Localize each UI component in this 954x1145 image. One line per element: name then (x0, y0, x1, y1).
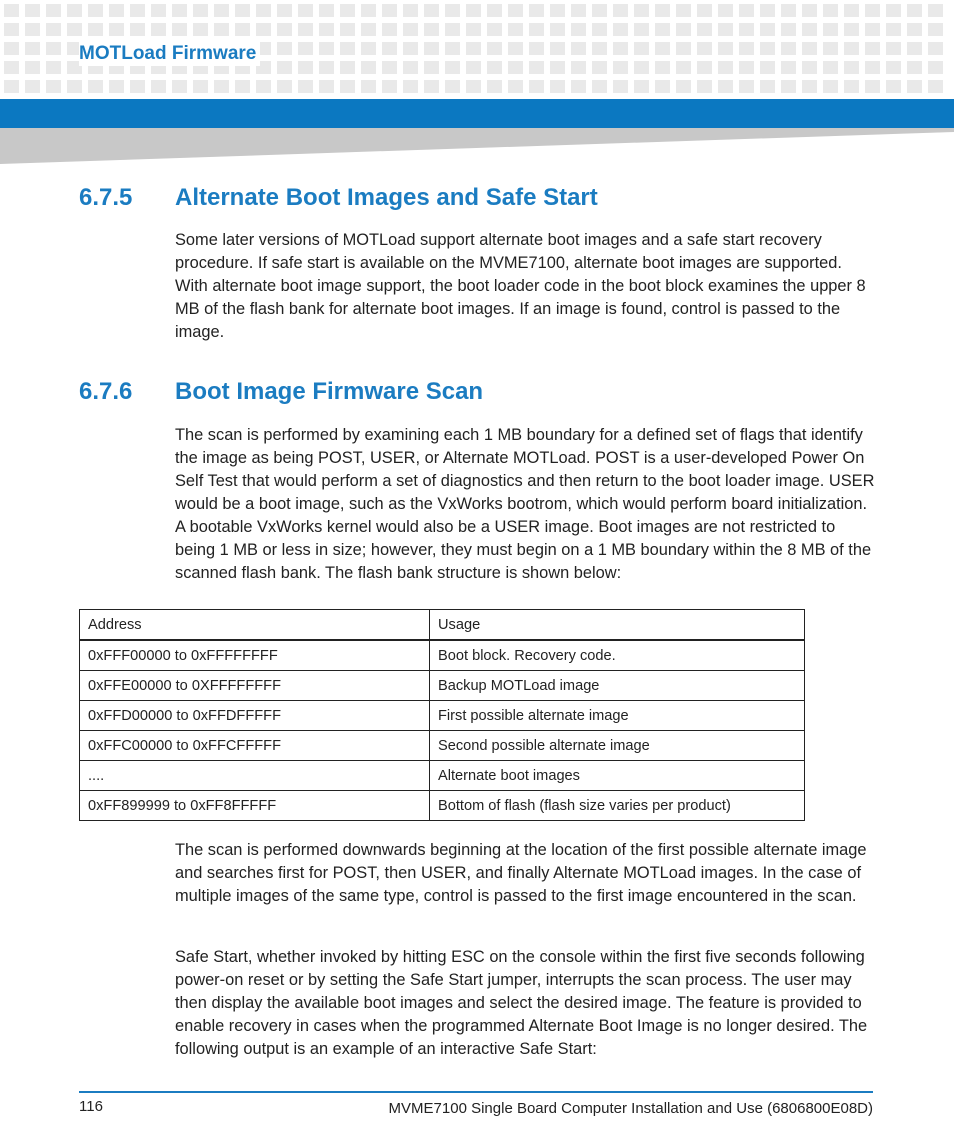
header-pattern-cell (571, 23, 586, 36)
header-pattern-cell (823, 61, 838, 74)
header-pattern-cell (67, 80, 82, 93)
column-header-usage: Usage (430, 610, 805, 641)
header-pattern-cell (4, 61, 19, 74)
header-pattern-cell (403, 42, 418, 55)
header-pattern-cell (760, 61, 775, 74)
header-pattern-cell (235, 80, 250, 93)
section-6-7-5-paragraph: Some later versions of MOTLoad support alternate boot images and a safe start recovery procedure. If safe start is available on the MVME7100, alternate boot images are supported. With alternate boot image support, the boot loader code in the boot block examines the upper 8 MB of the flash bank for alternate boot images. If an image is found, control is passed to the image. (175, 231, 866, 341)
header-pattern-cell (298, 80, 313, 93)
header-pattern-cell (802, 23, 817, 36)
table-row (80, 791, 805, 821)
header-pattern-cell (214, 80, 229, 93)
header-pattern-cell (676, 4, 691, 17)
page-number: 116 (79, 1098, 103, 1115)
header-pattern-cell (865, 4, 880, 17)
header-pattern-cell (802, 80, 817, 93)
header-pattern-cell (823, 80, 838, 93)
header-pattern-cell (592, 4, 607, 17)
header-pattern-cell (697, 23, 712, 36)
header-pattern-cell (109, 80, 124, 93)
header-pattern-cell (25, 61, 40, 74)
header-pattern-cell (718, 42, 733, 55)
header-pattern-cell (739, 4, 754, 17)
header-pattern-cell (718, 23, 733, 36)
usage-cell: Backup MOTLoad image (430, 671, 805, 701)
header-pattern-cell (865, 23, 880, 36)
header-pattern-cell (571, 61, 586, 74)
header-pattern-cell (319, 4, 334, 17)
header-pattern-cell (529, 80, 544, 93)
header-pattern-cell (508, 80, 523, 93)
header-pattern-cell (298, 4, 313, 17)
header-pattern-cell (445, 42, 460, 55)
header-pattern-cell (340, 80, 355, 93)
header-pattern-cell (25, 23, 40, 36)
chapter-header-title: MOTLoad Firmware (79, 42, 260, 66)
header-pattern-cell (781, 80, 796, 93)
header-pattern-cell (46, 23, 61, 36)
header-pattern-cell (823, 4, 838, 17)
header-pattern-cell (781, 42, 796, 55)
header-pattern-cell (697, 61, 712, 74)
header-pattern-cell (382, 42, 397, 55)
address-cell: 0xFFD00000 to 0xFFDFFFFF (80, 701, 430, 731)
header-pattern-cell (193, 23, 208, 36)
header-pattern-cell (718, 4, 733, 17)
header-pattern-cell (46, 80, 61, 93)
header-pattern-cell (277, 80, 292, 93)
header-pattern-cell (592, 61, 607, 74)
header-pattern-cell (424, 23, 439, 36)
header-pattern-cell (865, 42, 880, 55)
flash-bank-table (79, 609, 805, 821)
header-pattern-cell (886, 80, 901, 93)
header-pattern-cell (655, 80, 670, 93)
header-pattern-cell (25, 4, 40, 17)
header-pattern-cell (193, 4, 208, 17)
header-pattern-cell (151, 80, 166, 93)
header-pattern-cell (823, 23, 838, 36)
header-pattern-cell (361, 61, 376, 74)
header-pattern-cell (361, 23, 376, 36)
header-pattern-cell (508, 42, 523, 55)
section-title: Boot Image Firmware Scan (175, 378, 484, 405)
header-pattern-cell (550, 80, 565, 93)
header-pattern-cell (445, 80, 460, 93)
header-pattern-cell (88, 4, 103, 17)
header-pattern-cell (634, 42, 649, 55)
header-pattern-cell (907, 42, 922, 55)
header-pattern-cell (256, 4, 271, 17)
header-pattern-cell (550, 23, 565, 36)
header-pattern-cell (361, 80, 376, 93)
header-pattern-cell (445, 61, 460, 74)
header-pattern-cell (760, 4, 775, 17)
header-pattern-cell (382, 61, 397, 74)
section-6-7-6-heading (79, 377, 483, 407)
header-pattern-cell (592, 23, 607, 36)
header-pattern-cell (697, 80, 712, 93)
header-pattern-cell (25, 42, 40, 55)
header-pattern-cell (508, 4, 523, 17)
header-pattern-cell (928, 4, 943, 17)
header-pattern-cell (760, 80, 775, 93)
header-pattern-cell (319, 42, 334, 55)
header-pattern-cell (613, 42, 628, 55)
header-blue-bar (0, 99, 954, 128)
address-cell: .... (80, 761, 430, 791)
header-pattern-cell (739, 80, 754, 93)
header-pattern-cell (487, 42, 502, 55)
header-pattern-cell (67, 4, 82, 17)
header-pattern-cell (613, 4, 628, 17)
header-pattern-cell (277, 61, 292, 74)
header-pattern-cell (697, 42, 712, 55)
header-pattern-cell (487, 61, 502, 74)
column-header-address: Address (80, 610, 430, 641)
header-pattern-cell (550, 42, 565, 55)
header-pattern-cell (613, 80, 628, 93)
header-pattern-cell (907, 80, 922, 93)
header-pattern-cell (844, 80, 859, 93)
header-pattern-cell (151, 4, 166, 17)
header-pattern-cell (340, 42, 355, 55)
document-title: MVME7100 Single Board Computer Installation and Use (6806800E08D) (388, 1100, 873, 1117)
header-pattern-cell (781, 4, 796, 17)
usage-cell: Boot block. Recovery code. (430, 640, 805, 671)
header-pattern-cell (277, 4, 292, 17)
header-pattern-cell (907, 4, 922, 17)
header-pattern-cell (319, 23, 334, 36)
header-pattern-cell (403, 80, 418, 93)
header-pattern-cell (46, 42, 61, 55)
header-pattern-cell (592, 42, 607, 55)
header-pattern-cell (487, 23, 502, 36)
header-pattern-cell (613, 23, 628, 36)
header-pattern-cell (298, 61, 313, 74)
header-pattern-cell (655, 4, 670, 17)
header-pattern-cell (445, 4, 460, 17)
header-pattern-cell (634, 23, 649, 36)
header-pattern-cell (823, 42, 838, 55)
header-pattern-cell (487, 80, 502, 93)
header-pattern-cell (25, 80, 40, 93)
header-pattern-cell (403, 23, 418, 36)
header-pattern-cell (424, 61, 439, 74)
header-pattern-cell (550, 61, 565, 74)
table-header-row (80, 610, 805, 641)
header-pattern-cell (130, 80, 145, 93)
table-row (80, 731, 805, 761)
header-pattern-cell (172, 23, 187, 36)
header-pattern-cell (739, 23, 754, 36)
header-pattern-cell (424, 4, 439, 17)
header-pattern-cell (487, 4, 502, 17)
section-6-7-6-paragraph-1: The scan is performed by examining each 1 MB boundary for a defined set of flags that identify the image as being POST, USER, or Alternate MOTLoad. POST is a user-developed Power On Self Test that would perform a set of diagnostics and then return to the boot loader image. USER would be a boot image, such as the VxWorks bootrom, which would perform board initialization. A bootable VxWorks kernel would also be a USER image. Boot images are not restricted to being 1 MB or less in size; however, they must begin on a 1 MB boundary within the 8 MB of the scanned flash bank. The flash bank structure is shown below: (175, 426, 875, 582)
table-row (80, 671, 805, 701)
header-pattern-cell (529, 4, 544, 17)
header-pattern-cell (361, 4, 376, 17)
usage-cell: Alternate boot images (430, 761, 805, 791)
header-pattern-cell (319, 61, 334, 74)
header-pattern-cell (319, 80, 334, 93)
header-pattern-cell (739, 61, 754, 74)
header-pattern-cell (172, 80, 187, 93)
address-cell: 0xFFF00000 to 0xFFFFFFFF (80, 640, 430, 671)
header-pattern-cell (928, 80, 943, 93)
header-pattern-cell (235, 4, 250, 17)
header-pattern-cell (571, 42, 586, 55)
section-6-7-6-paragraph-2: The scan is performed downwards beginning at the location of the first possible alternate image and searches first for POST, then USER, and finally Alternate MOTLoad images. In the case of multiple images of the same type, control is passed to the first image encountered in the scan. (175, 841, 867, 905)
header-pattern-cell (256, 80, 271, 93)
header-pattern-cell (886, 42, 901, 55)
header-pattern-cell (277, 23, 292, 36)
header-pattern-cell (109, 4, 124, 17)
header-pattern-cell (4, 4, 19, 17)
table-row (80, 701, 805, 731)
header-pattern-cell (109, 23, 124, 36)
header-pattern-cell (634, 4, 649, 17)
header-pattern-cell (802, 42, 817, 55)
header-pattern-cell (802, 61, 817, 74)
header-pattern-cell (802, 4, 817, 17)
header-pattern-cell (88, 80, 103, 93)
header-pattern-cell (739, 42, 754, 55)
header-pattern-cell (529, 23, 544, 36)
header-pattern-cell (781, 61, 796, 74)
header-pattern-cell (445, 23, 460, 36)
header-pattern-cell (655, 23, 670, 36)
header-pattern-cell (4, 23, 19, 36)
header-pattern-cell (907, 23, 922, 36)
section-number: 6.7.5 (79, 184, 133, 211)
usage-cell: Bottom of flash (flash size varies per product) (430, 791, 805, 821)
header-pattern-cell (676, 80, 691, 93)
header-pattern-cell (277, 42, 292, 55)
header-pattern-cell (844, 42, 859, 55)
header-pattern-cell (256, 23, 271, 36)
header-pattern-cell (718, 61, 733, 74)
header-pattern-cell (634, 61, 649, 74)
header-pattern-cell (781, 23, 796, 36)
section-6-7-5-heading (79, 183, 598, 213)
header-pattern-cell (550, 4, 565, 17)
header-pattern-cell (655, 61, 670, 74)
usage-cell: First possible alternate image (430, 701, 805, 731)
header-pattern-cell (235, 23, 250, 36)
header-pattern-cell (697, 4, 712, 17)
header-pattern-cell (340, 4, 355, 17)
header-pattern-cell (676, 61, 691, 74)
header-pattern-cell (466, 42, 481, 55)
header-pattern-cell (928, 23, 943, 36)
header-pattern-cell (613, 61, 628, 74)
header-pattern-cell (214, 23, 229, 36)
section-title: Alternate Boot Images and Safe Start (175, 184, 598, 211)
footer-rule (79, 1091, 873, 1093)
header-pattern-cell (844, 4, 859, 17)
header-pattern-cell (340, 61, 355, 74)
header-pattern-cell (718, 80, 733, 93)
header-pattern-cell (193, 80, 208, 93)
header-pattern-cell (67, 23, 82, 36)
header-pattern-cell (571, 4, 586, 17)
table-row (80, 640, 805, 671)
header-pattern-cell (760, 42, 775, 55)
header-pattern-cell (676, 23, 691, 36)
section-number: 6.7.6 (79, 378, 133, 405)
header-pattern-cell (466, 4, 481, 17)
header-pattern-cell (214, 4, 229, 17)
header-pattern-cell (466, 80, 481, 93)
header-grey-wedge (0, 128, 954, 164)
header-pattern-cell (466, 61, 481, 74)
header-pattern-cell (88, 23, 103, 36)
header-pattern-cell (298, 42, 313, 55)
address-cell: 0xFFE00000 to 0XFFFFFFFF (80, 671, 430, 701)
header-pattern-cell (46, 4, 61, 17)
header-pattern-cell (865, 61, 880, 74)
header-pattern-cell (403, 4, 418, 17)
header-pattern-cell (361, 42, 376, 55)
header-pattern-cell (592, 80, 607, 93)
header-pattern-cell (424, 80, 439, 93)
header-pattern-cell (760, 23, 775, 36)
header-pattern-cell (571, 80, 586, 93)
header-pattern-cell (4, 80, 19, 93)
address-cell: 0xFFC00000 to 0xFFCFFFFF (80, 731, 430, 761)
header-pattern-cell (928, 42, 943, 55)
address-cell: 0xFF899999 to 0xFF8FFFFF (80, 791, 430, 821)
section-6-7-6-paragraph-3: Safe Start, whether invoked by hitting ESC on the console within the first five seconds following power-on reset or by setting the Safe Start jumper, interrupts the scan process. The user may then display the available boot images and select the desired image. The feature is provided to enable recovery in cases when the programmed Alternate Boot Image is no longer desired. The following output is an example of an interactive Safe Start: (175, 948, 868, 1058)
header-pattern-cell (886, 61, 901, 74)
header-pattern-cell (172, 4, 187, 17)
header-pattern-cell (676, 42, 691, 55)
header-pattern-cell (508, 23, 523, 36)
header-pattern-cell (382, 80, 397, 93)
header-pattern-cell (403, 61, 418, 74)
header-pattern-cell (865, 80, 880, 93)
header-pattern-cell (907, 61, 922, 74)
header-pattern-cell (928, 61, 943, 74)
header-pattern-cell (844, 61, 859, 74)
header-pattern-cell (529, 61, 544, 74)
header-pattern-cell (886, 4, 901, 17)
header-pattern-cell (4, 42, 19, 55)
header-pattern-cell (340, 23, 355, 36)
header-pattern-cell (298, 23, 313, 36)
header-pattern-cell (655, 42, 670, 55)
header-pattern-cell (844, 23, 859, 36)
header-pattern-cell (130, 23, 145, 36)
header-pattern-cell (382, 23, 397, 36)
header-pattern-cell (151, 23, 166, 36)
header-pattern-cell (508, 61, 523, 74)
header-pattern-cell (130, 4, 145, 17)
header-pattern-cell (466, 23, 481, 36)
header-pattern-cell (886, 23, 901, 36)
header-pattern-cell (382, 4, 397, 17)
header-pattern-cell (529, 42, 544, 55)
table-row (80, 761, 805, 791)
usage-cell: Second possible alternate image (430, 731, 805, 761)
header-pattern-cell (46, 61, 61, 74)
header-pattern-cell (634, 80, 649, 93)
header-pattern-cell (424, 42, 439, 55)
